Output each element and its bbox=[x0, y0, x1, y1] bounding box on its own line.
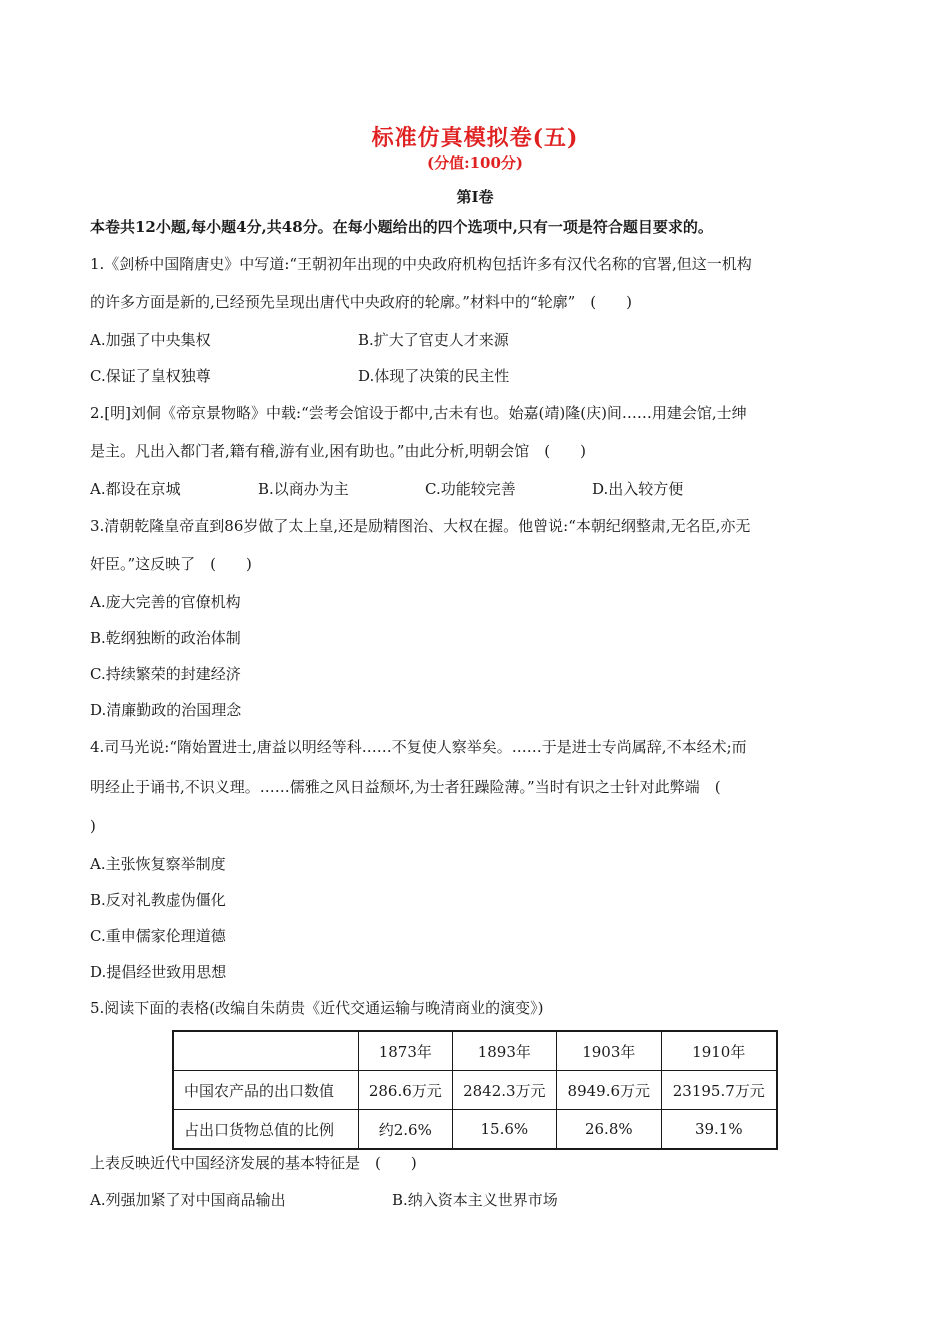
table-row bbox=[173, 1071, 777, 1110]
table-header-cell: 1910年 bbox=[661, 1031, 777, 1071]
question-5-option-a: A.列强加紧了对中国商品输出 bbox=[90, 1191, 286, 1209]
exam-score: (分值:100分) bbox=[426, 154, 524, 172]
question-2-line-1: 2.[明]刘侗《帝京景物略》中载:“尝考会馆设于都中,古未有也。始嘉(靖)隆(庆)间……用建会馆,士绅 bbox=[90, 404, 747, 422]
table-header-row bbox=[173, 1031, 777, 1071]
question-4-line-3: ) bbox=[90, 817, 96, 835]
export-data-table bbox=[172, 1030, 778, 1150]
question-1-line-1: 1.《剑桥中国隋唐史》中写道:“王朝初年出现的中央政府机构包括许多有汉代名称的官署,但这一机构 bbox=[90, 255, 752, 273]
question-3-option-c: C.持续繁荣的封建经济 bbox=[90, 665, 241, 683]
question-3-option-a: A.庞大完善的官僚机构 bbox=[90, 593, 241, 611]
question-5-line-1: 5.阅读下面的表格(改编自朱荫贵《近代交通运输与晚清商业的演变》) bbox=[90, 999, 544, 1017]
question-2-option-a: A.都设在京城 bbox=[90, 480, 181, 498]
question-1-option-c: C.保证了皇权独尊 bbox=[90, 367, 211, 385]
question-4-option-d: D.提倡经世致用思想 bbox=[90, 963, 227, 981]
question-4-line-2: 明经止于诵书,不识义理。……儒雅之风日益颓坏,为士者狂躁险薄。”当时有识之士针对此弊端 ( bbox=[90, 778, 721, 796]
table-header-cell: 1873年 bbox=[359, 1031, 453, 1071]
question-1-line-2: 的许多方面是新的,已经预先呈现出唐代中央政府的轮廓。”材料中的“轮廓” ( ) bbox=[90, 293, 632, 311]
question-4-option-a: A.主张恢复察举制度 bbox=[90, 855, 226, 873]
table-cell: 286.6万元 bbox=[359, 1071, 453, 1110]
question-5-option-b: B.纳入资本主义世界市场 bbox=[392, 1191, 558, 1209]
table-cell: 8949.6万元 bbox=[557, 1071, 661, 1110]
question-3-line-2: 奸臣。”这反映了 ( ) bbox=[90, 555, 252, 573]
question-5-line-2: 上表反映近代中国经济发展的基本特征是 ( ) bbox=[90, 1154, 417, 1172]
question-2-option-c: C.功能较完善 bbox=[425, 480, 516, 498]
table-cell: 23195.7万元 bbox=[661, 1071, 777, 1110]
table-row-label: 占出口货物总值的比例 bbox=[173, 1110, 359, 1150]
question-1-option-d: D.体现了决策的民主性 bbox=[358, 367, 510, 385]
table-cell: 约2.6% bbox=[359, 1110, 453, 1150]
question-4-line-1: 4.司马光说:“隋始置进士,唐益以明经等科……不复使人察举矣。……于是进士专尚属辞,不本经术;而 bbox=[90, 738, 747, 756]
part-heading: 第Ⅰ卷 bbox=[456, 188, 494, 206]
exam-title: 标准仿真模拟卷(五) bbox=[371, 125, 579, 151]
table-cell: 39.1% bbox=[661, 1110, 777, 1150]
question-1-option-b: B.扩大了官吏人才来源 bbox=[358, 331, 509, 349]
question-4-option-b: B.反对礼教虚伪僵化 bbox=[90, 891, 226, 909]
question-2-option-d: D.出入较方便 bbox=[592, 480, 684, 498]
question-2-line-2: 是主。凡出入都门者,籍有稽,游有业,困有助也。”由此分析,明朝会馆 ( ) bbox=[90, 442, 586, 460]
table-row bbox=[173, 1110, 777, 1150]
question-3-line-1: 3.清朝乾隆皇帝直到86岁做了太上皇,还是励精图治、大权在握。他曾说:“本朝纪纲整肃,无名臣,亦无 bbox=[90, 517, 751, 535]
table-cell: 26.8% bbox=[557, 1110, 661, 1150]
table-cell: 15.6% bbox=[452, 1110, 556, 1150]
table-row-label: 中国农产品的出口数值 bbox=[173, 1071, 359, 1110]
question-2-option-b: B.以商办为主 bbox=[258, 480, 349, 498]
table-header-cell: 1903年 bbox=[557, 1031, 661, 1071]
question-3-option-d: D.清廉勤政的治国理念 bbox=[90, 701, 242, 719]
question-3-option-b: B.乾纲独断的政治体制 bbox=[90, 629, 241, 647]
table-header-cell: 1893年 bbox=[452, 1031, 556, 1071]
question-4-option-c: C.重申儒家伦理道德 bbox=[90, 927, 226, 945]
table-cell: 2842.3万元 bbox=[452, 1071, 556, 1110]
instructions: 本卷共12小题,每小题4分,共48分。在每小题给出的四个选项中,只有一项是符合题目要求的。 bbox=[90, 218, 713, 236]
table-header-cell bbox=[173, 1031, 359, 1071]
question-1-option-a: A.加强了中央集权 bbox=[90, 331, 211, 349]
